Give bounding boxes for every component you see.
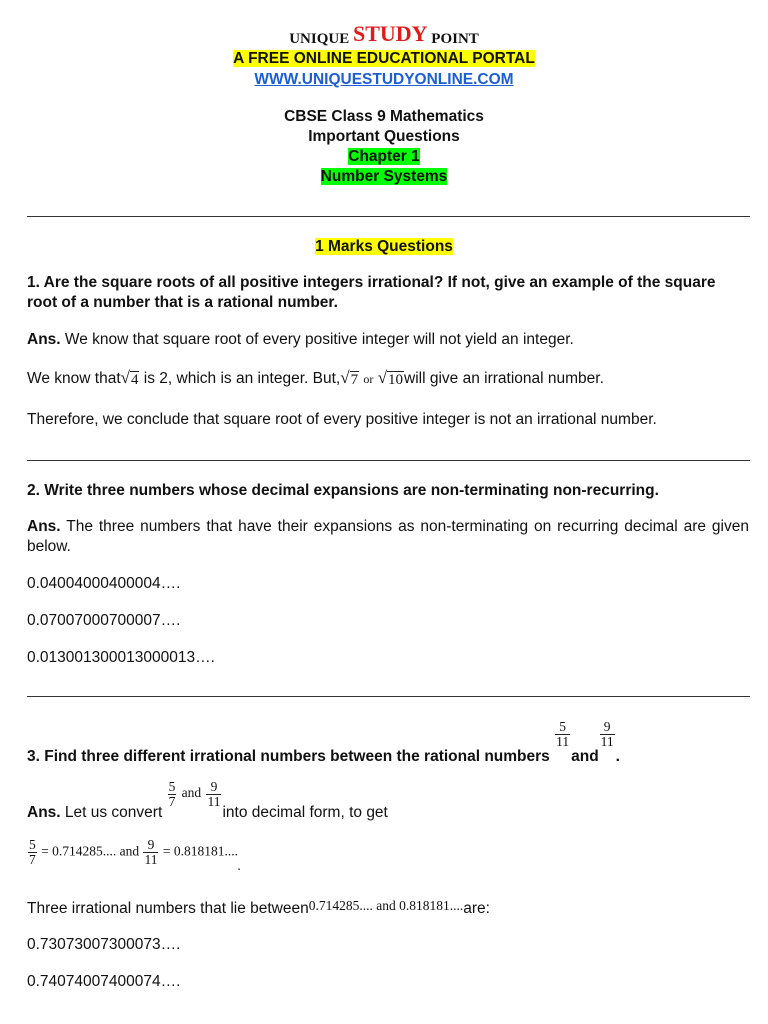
- divider: [27, 460, 750, 461]
- denominator: 7: [29, 852, 36, 867]
- math-range: 0.714285.... and 0.818181....: [308, 898, 464, 913]
- denominator: 11: [207, 794, 221, 809]
- numerator: 5: [168, 779, 176, 794]
- fraction-9-11: [143, 838, 158, 867]
- text: We know that: [27, 370, 121, 387]
- number-2: 0.07007000700007….: [27, 612, 181, 629]
- ans-label: Ans.: [27, 803, 61, 821]
- denominator: 7: [168, 794, 176, 809]
- equation-text: = 0.818181....: [159, 843, 238, 859]
- ans-label: Ans.: [27, 331, 61, 348]
- denominator: 11: [556, 734, 570, 749]
- answer-1-line-2: [27, 369, 749, 389]
- numerator: 5: [559, 719, 566, 734]
- result-1: 0.73073007300073….: [27, 936, 181, 953]
- website-row: [0, 70, 768, 90]
- text: Three irrational numbers that lie between: [27, 900, 309, 917]
- brand-right: POINT: [431, 31, 479, 47]
- sqrt-4: √ 4: [120, 368, 139, 388]
- numerator: 5: [29, 837, 36, 852]
- chapter-name-row: [0, 167, 768, 187]
- denominator: 11: [144, 852, 158, 867]
- brand-mid: STUDY: [352, 21, 428, 46]
- brand-logo: [0, 21, 768, 51]
- question-3: [27, 718, 749, 765]
- ans-text: Let us convert: [60, 803, 163, 821]
- sqrt-7: √ 7: [340, 368, 359, 388]
- answer-1-line-1: [27, 330, 749, 350]
- question-text: 3. Find three different irrational numbers between the rational numbers: [27, 747, 550, 765]
- equation-text: = 0.714285.... and: [37, 843, 143, 859]
- denominator: 11: [600, 734, 614, 749]
- radicand: 7: [350, 372, 359, 388]
- period: .: [237, 857, 241, 873]
- chapter-label: Chapter 1: [348, 148, 420, 165]
- tagline: A FREE ONLINE EDUCATIONAL PORTAL: [233, 50, 535, 67]
- number-3: 0.013001300013000013….: [27, 649, 215, 666]
- website-link[interactable]: WWW.UNIQUESTUDYONLINE.COM: [254, 71, 514, 88]
- fraction-9-11: [600, 720, 615, 749]
- radicand: 10: [388, 372, 404, 388]
- text: are:: [463, 900, 490, 917]
- answer-3-line-3: [27, 899, 749, 919]
- number-1: 0.04004000400004….: [27, 575, 181, 592]
- numerator: 9: [210, 779, 218, 794]
- fraction-5-7: [28, 838, 37, 867]
- ans-text: We know that square root of every positive integer will not yield an integer.: [60, 331, 574, 348]
- divider: [27, 216, 750, 217]
- fraction-5-7: [168, 780, 177, 809]
- divider: [27, 696, 750, 697]
- section-title-row: [0, 237, 768, 257]
- answer-1-line-3: Therefore, we conclude that square root of every positive integer is not an irrational number.: [27, 411, 657, 428]
- tagline-row: [0, 49, 768, 69]
- ans-text: The three numbers that have their expansions as non-terminating on recurring decimal are given below.: [27, 518, 749, 555]
- page-subtitle: Important Questions: [308, 128, 460, 145]
- numerator: 9: [603, 719, 611, 734]
- fraction-9-11: [206, 780, 221, 809]
- ans-text: into decimal form, to get: [222, 803, 388, 821]
- equation: [27, 837, 749, 873]
- question-2: 2. Write three numbers whose decimal expansions are non-terminating non-recurring.: [27, 482, 659, 499]
- chapter-row: [0, 147, 768, 167]
- course-title: CBSE Class 9 Mathematics: [284, 108, 484, 125]
- period: .: [615, 747, 620, 765]
- and-text: and: [571, 747, 599, 765]
- text: will give an irrational number.: [404, 370, 604, 387]
- section-title: 1 Marks Questions: [315, 238, 453, 255]
- text: is 2, which is an integer. But,: [139, 370, 341, 387]
- fraction-5-11: [555, 720, 570, 749]
- result-2: 0.74074007400074….: [27, 973, 181, 990]
- answer-2: [27, 517, 749, 557]
- ans-label: Ans.: [27, 518, 61, 535]
- sqrt-10: √ 10: [377, 368, 404, 388]
- and-text: and: [181, 784, 202, 800]
- question-1: 1. Are the square roots of all positive integers irrational? If not, give an example of the square root of a number that is a rational number.: [27, 274, 716, 311]
- or-text: or: [363, 372, 374, 386]
- answer-3-line-1: [27, 778, 749, 821]
- radicand: 4: [130, 372, 139, 388]
- chapter-name: Number Systems: [320, 168, 448, 185]
- numerator: 9: [147, 837, 155, 852]
- brand-left: UNIQUE: [289, 31, 350, 47]
